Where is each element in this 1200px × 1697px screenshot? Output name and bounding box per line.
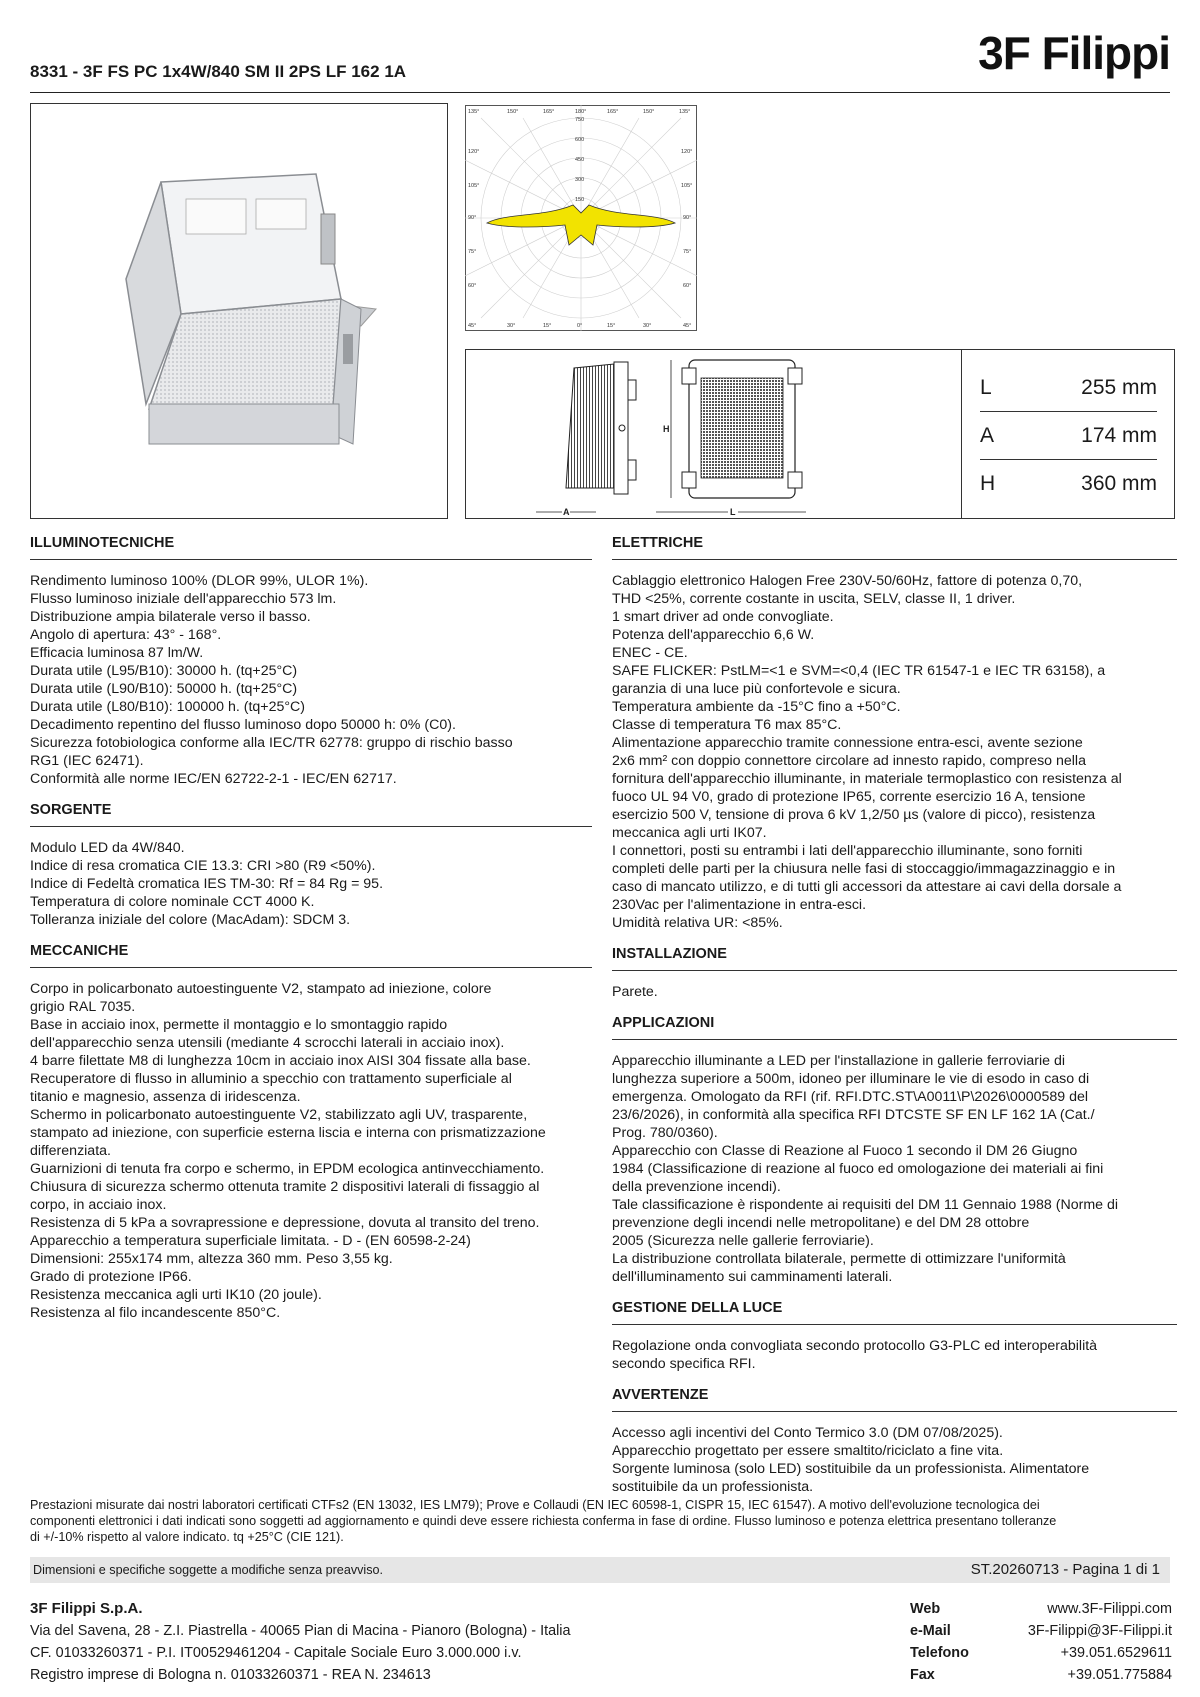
section-body bbox=[612, 983, 1177, 1001]
dimension-label-a: A bbox=[563, 507, 570, 517]
polar-angle-label: 45° bbox=[468, 323, 477, 329]
polar-angle-label: 105° bbox=[681, 183, 693, 189]
text-line: emergenza. Omologato da RFI (rif. RFI.DTC.ST\A0011\P\2026\0000589 del bbox=[612, 1089, 1089, 1105]
page-title: 8331 - 3F FS PC 1x4W/840 SM II 2PS LF 162 1A bbox=[30, 62, 407, 81]
text-line: Umidità relativa UR: <85%. bbox=[612, 915, 783, 931]
text-line: di +/-10% rispetto al valore indicato. tq +25°C (CIE 121). bbox=[30, 1530, 344, 1544]
section-avvertenze bbox=[612, 1387, 1177, 1496]
text-line: corpo, in acciaio inox. bbox=[30, 1197, 167, 1213]
section-body bbox=[612, 1424, 1177, 1496]
text-line: Temperatura ambiente da -15°C fino a +50°C. bbox=[612, 699, 901, 715]
text-line: Parete. bbox=[612, 984, 658, 1000]
text-line: Distribuzione ampia bilaterale verso il basso. bbox=[30, 609, 311, 625]
text-line: Chiusura di sicurezza schermo ottenuta tramite 2 dispositivi laterali di fissaggio al bbox=[30, 1179, 540, 1195]
company-fiscal: CF. 01033260371 - P.I. IT00529461204 - Capitale Sociale Euro 3.000.000 i.v. bbox=[30, 1645, 522, 1661]
text-line: completi delle parti per la chiusura nelle fasi di stoccaggio/immagazzinaggio e in bbox=[612, 861, 1116, 877]
polar-angle-label: 165° bbox=[607, 109, 619, 115]
text-line: Resistenza al filo incandescente 850°C. bbox=[30, 1305, 281, 1321]
text-line: Rendimento luminoso 100% (DLOR 99%, ULOR 1%). bbox=[30, 573, 369, 589]
polar-angle-label: 180° bbox=[575, 109, 587, 115]
left-column bbox=[30, 535, 592, 1336]
text-line: Cablaggio elettronico Halogen Free 230V-50/60Hz, fattore di potenza 0,70, bbox=[612, 573, 1083, 589]
text-line: Classe di temperatura T6 max 85°C. bbox=[612, 717, 842, 733]
text-line: Grado di protezione IP66. bbox=[30, 1269, 192, 1285]
text-line: Resistenza meccanica agli urti IK10 (20 joule). bbox=[30, 1287, 322, 1303]
text-line: RG1 (IEC 62471). bbox=[30, 753, 144, 769]
text-line: dell'illuminamento sui camminamenti laterali. bbox=[612, 1269, 893, 1285]
company-info bbox=[30, 1598, 570, 1686]
product-photo bbox=[30, 103, 448, 519]
dimension-value: 174 mm bbox=[1081, 424, 1157, 447]
text-line: 2005 (Sicurezza nelle gallerie ferroviarie). bbox=[612, 1233, 874, 1249]
contacts bbox=[910, 1598, 1172, 1686]
right-column bbox=[612, 535, 1177, 1510]
dimension-row bbox=[980, 364, 1157, 412]
text-line: Conformità alle norme IEC/EN 62722-2-1 - IEC/EN 62717. bbox=[30, 771, 397, 787]
contact-phone-value: +39.051.6529611 bbox=[1060, 1645, 1172, 1661]
company-address: Via del Savena, 28 - Z.I. Piastrella - 40065 Pian di Macina - Pianoro (Bologna) - Italia bbox=[30, 1623, 571, 1639]
section-body bbox=[612, 1052, 1177, 1286]
text-line: Regolazione onda convogliata secondo protocollo G3-PLC ed interoperabilità bbox=[612, 1338, 1098, 1354]
text-line: secondo specifica RFI. bbox=[612, 1356, 756, 1372]
brand-logo: 3F Filippi bbox=[978, 27, 1170, 79]
text-line: Sicurezza fotobiologica conforme alla IEC/TR 62778: gruppo di rischio basso bbox=[30, 735, 513, 751]
header-divider bbox=[30, 92, 1170, 93]
text-line: 23/6/2026), in conformità alla specifica RFI DTCSTE SF EN LF 162 1A (Cat./ bbox=[612, 1107, 1095, 1123]
contact-key: Fax bbox=[910, 1667, 935, 1683]
text-line: SAFE FLICKER: PstLM=<1 e SVM=<0,4 (IEC TR 61547-1 e IEC TR 63158), a bbox=[612, 663, 1106, 679]
polar-radial-label: 750 bbox=[575, 117, 585, 123]
section-body bbox=[30, 839, 592, 929]
section-meccaniche bbox=[30, 943, 592, 1322]
text-line: Apparecchio illuminante a LED per l'installazione in gallerie ferroviarie di bbox=[612, 1053, 1066, 1069]
text-line: Accesso agli incentivi del Conto Termico 3.0 (DM 07/08/2025). bbox=[612, 1425, 1003, 1441]
polar-angle-label: 90° bbox=[683, 215, 692, 221]
text-line: meccanica agli urti IK07. bbox=[612, 825, 767, 841]
dimension-row bbox=[980, 460, 1157, 508]
text-line: fuoco UL 94 V0, grado di protezione IP65, corrente esercizio 16 A, tensione bbox=[612, 789, 1086, 805]
polar-angle-label: 165° bbox=[543, 109, 555, 115]
section-heading: INSTALLAZIONE bbox=[612, 946, 1177, 971]
polar-angle-label: 150° bbox=[643, 109, 655, 115]
front-view bbox=[671, 360, 802, 498]
text-line: Sorgente luminosa (solo LED) sostituibile da un professionista. Alimentatore bbox=[612, 1461, 1090, 1477]
text-line: Apparecchio a temperatura superficiale limitata. - D - (EN 60598-2-24) bbox=[30, 1233, 471, 1249]
text-line: garanzia di una luce più confortevole e sicura. bbox=[612, 681, 901, 697]
text-line: Potenza dell'apparecchio 6,6 W. bbox=[612, 627, 815, 643]
section-heading: SORGENTE bbox=[30, 802, 592, 827]
text-line: Modulo LED da 4W/840. bbox=[30, 840, 185, 856]
contact-phone bbox=[910, 1642, 1172, 1664]
section-elettriche bbox=[612, 535, 1177, 932]
polar-angle-label: 0° bbox=[577, 323, 583, 329]
dimension-label-l: L bbox=[730, 507, 736, 517]
luminaire-illustration bbox=[31, 104, 447, 518]
section-body bbox=[612, 572, 1177, 932]
text-line: della prevenzione incendi). bbox=[612, 1179, 781, 1195]
polar-angle-label: 15° bbox=[543, 323, 552, 329]
polar-radial-label: 150 bbox=[575, 197, 585, 203]
side-view bbox=[566, 362, 636, 494]
text-line: Durata utile (L90/B10): 50000 h. (tq+25°C) bbox=[30, 681, 298, 697]
text-line: fornitura dell'apparecchio illuminante, in materiale termoplastico con resistenza al bbox=[612, 771, 1122, 787]
polar-radial-label: 450 bbox=[575, 157, 585, 163]
text-line: Prestazioni misurate dai nostri laboratori certificati CTFs2 (EN 13032, IES LM79); Prove e Collaudi (EN IEC 60598-1, CISPR 15, IEC 61547). A motivo dell'evoluzione tecnologica dei bbox=[30, 1498, 1040, 1512]
polar-radial-label: 600 bbox=[575, 137, 585, 143]
text-line: Tale classificazione è rispondente ai requisiti del DM 11 Gennaio 1988 (Norme di bbox=[612, 1197, 1119, 1213]
text-line: Tolleranza iniziale del colore (MacAdam): SDCM 3. bbox=[30, 912, 351, 928]
section-heading: ELETTRICHE bbox=[612, 535, 1177, 560]
text-line: lunghezza superiore a 500m, idoneo per illuminare le vie di esodo in caso di bbox=[612, 1071, 1090, 1087]
polar-angle-label: 75° bbox=[468, 249, 477, 255]
dimension-row bbox=[980, 412, 1157, 460]
text-line: Dimensioni: 255x174 mm, altezza 360 mm. Peso 3,55 kg. bbox=[30, 1251, 393, 1267]
section-heading: ILLUMINOTECNICHE bbox=[30, 535, 592, 560]
text-line: stampato ad iniezione, con superficie esterna liscia e interna con prismatizzazione bbox=[30, 1125, 546, 1141]
dimensions-table bbox=[961, 350, 1175, 518]
document-id: ST.20260713 - Pagina 1 di 1 bbox=[970, 1561, 1160, 1578]
text-line: esercizio 500 V, tensione di prova 6 kV 1,2/50 µs (valore di picco), resistenza bbox=[612, 807, 1096, 823]
polar-angle-label: 120° bbox=[681, 149, 693, 155]
text-line: Durata utile (L95/B10): 30000 h. (tq+25°C) bbox=[30, 663, 298, 679]
polar-angle-label: 105° bbox=[468, 183, 480, 189]
section-body bbox=[612, 1337, 1177, 1373]
section-sorgente bbox=[30, 802, 592, 929]
section-illuminotecniche bbox=[30, 535, 592, 788]
contact-fax bbox=[910, 1664, 1172, 1686]
contact-key: e-Mail bbox=[910, 1623, 951, 1639]
contact-web-link[interactable]: www.3F-Filippi.com bbox=[1047, 1601, 1172, 1617]
text-line: grigio RAL 7035. bbox=[30, 999, 136, 1015]
text-line: differenziata. bbox=[30, 1143, 111, 1159]
section-body bbox=[30, 980, 592, 1322]
dimension-value: 360 mm bbox=[1081, 472, 1157, 495]
text-line: I connettori, posti su entrambi i lati dell'apparecchio illuminante, sono forniti bbox=[612, 843, 1083, 859]
text-line: titanio e magnesio, assenza di iridescenza. bbox=[30, 1089, 301, 1105]
dimension-label-h: H bbox=[663, 424, 670, 434]
polar-radial-label: 300 bbox=[575, 177, 585, 183]
text-line: dell'apparecchio senza utensili (mediante 4 scrocchi laterali in acciaio inox). bbox=[30, 1035, 505, 1051]
contact-email-link[interactable]: 3F-Filippi@3F-Filippi.it bbox=[1027, 1623, 1172, 1639]
text-line: caso di mancato utilizzo, e di tutti gli accessori da attestare ai cavi della dorsale a bbox=[612, 879, 1122, 895]
section-heading: AVVERTENZE bbox=[612, 1387, 1177, 1412]
text-line: Durata utile (L80/B10): 100000 h. (tq+25°C) bbox=[30, 699, 306, 715]
section-heading: GESTIONE DELLA LUCE bbox=[612, 1300, 1177, 1325]
dimension-value: 255 mm bbox=[1081, 376, 1157, 399]
section-body bbox=[30, 572, 592, 788]
text-line: Temperatura di colore nominale CCT 4000 K. bbox=[30, 894, 315, 910]
text-line: Flusso luminoso iniziale dell'apparecchio 573 lm. bbox=[30, 591, 337, 607]
text-line: 1984 (Classificazione di reazione al fuoco ed omologazione dei materiali ai fini bbox=[612, 1161, 1104, 1177]
text-line: Decadimento repentino del flusso luminoso dopo 50000 h: 0% (C0). bbox=[30, 717, 456, 733]
text-line: Alimentazione apparecchio tramite connessione entra-esci, avente sezione bbox=[612, 735, 1083, 751]
text-line: prevenzione degli incendi nelle metropolitane) e del DM 28 ottobre bbox=[612, 1215, 1030, 1231]
dimension-key: A bbox=[980, 424, 995, 447]
polar-angle-label: 90° bbox=[468, 215, 477, 221]
polar-angle-label: 120° bbox=[468, 149, 480, 155]
technical-drawing bbox=[466, 350, 961, 518]
polar-angle-label: 75° bbox=[683, 249, 692, 255]
polar-angle-label: 30° bbox=[507, 323, 516, 329]
text-line: Apparecchio con Classe di Reazione al Fuoco 1 secondo il DM 26 Giugno bbox=[612, 1143, 1078, 1159]
text-line: Base in acciaio inox, permette il montaggio e lo smontaggio rapido bbox=[30, 1017, 448, 1033]
contact-email bbox=[910, 1620, 1172, 1642]
dimension-key: H bbox=[980, 472, 996, 495]
text-line: Recuperatore di flusso in alluminio a specchio con trattamento superficiale al bbox=[30, 1071, 512, 1087]
section-applicazioni bbox=[612, 1015, 1177, 1286]
text-line: THD <25%, corrente costante in uscita, SELV, classe II, 1 driver. bbox=[612, 591, 1016, 607]
text-line: componenti elettronici i dati indicati sono soggetti ad aggiornamento e quindi deve essere richiesta conferma in fase di ordine. Flusso luminoso e potenza elettrica presentano tolleranze bbox=[30, 1514, 1057, 1528]
section-heading: MECCANICHE bbox=[30, 943, 592, 968]
text-line: Resistenza di 5 kPa a sovrapressione e depressione, dovuta al transito del treno. bbox=[30, 1215, 540, 1231]
company-registry: Registro imprese di Bologna n. 01033260371 - REA N. 234613 bbox=[30, 1667, 431, 1683]
text-line: Apparecchio progettato per essere smaltito/riciclato a fine vita. bbox=[612, 1443, 1004, 1459]
contact-key: Telefono bbox=[910, 1645, 969, 1661]
text-line: sostituibile da un professionista. bbox=[612, 1479, 814, 1495]
company-name: 3F Filippi S.p.A. bbox=[30, 1600, 143, 1617]
photometric-polar-diagram bbox=[465, 105, 697, 331]
polar-angle-label: 30° bbox=[643, 323, 652, 329]
text-line: 2x6 mm² con doppio connettore circolare ad innesto rapido, compreso nella bbox=[612, 753, 1086, 769]
polar-angle-label: 60° bbox=[468, 283, 477, 289]
contact-fax-value: +39.051.775884 bbox=[1067, 1667, 1172, 1683]
disclaimer-bar: Dimensioni e specifiche soggette a modifiche senza preavviso. bbox=[30, 1557, 1170, 1583]
polar-angle-label: 15° bbox=[607, 323, 616, 329]
contact-web bbox=[910, 1598, 1172, 1620]
text-line: Angolo di apertura: 43° - 168°. bbox=[30, 627, 222, 643]
section-heading: APPLICAZIONI bbox=[612, 1015, 1177, 1040]
dimension-key: L bbox=[980, 376, 992, 399]
text-line: Efficacia luminosa 87 lm/W. bbox=[30, 645, 204, 661]
polar-angle-label: 150° bbox=[507, 109, 519, 115]
polar-angle-label: 135° bbox=[468, 109, 480, 115]
dimensions-panel bbox=[465, 349, 1175, 519]
text-line: La distribuzione controllata bilaterale, permette di ottimizzare l'uniformità bbox=[612, 1251, 1066, 1267]
text-line: 1 smart driver ad onde convogliate. bbox=[612, 609, 834, 625]
text-line: Schermo in policarbonato autoestinguente V2, stabilizzato agli UV, trasparente, bbox=[30, 1107, 528, 1123]
text-line: Prog. 780/0360). bbox=[612, 1125, 718, 1141]
section-gestione-luce bbox=[612, 1300, 1177, 1373]
polar-angle-label: 60° bbox=[683, 283, 692, 289]
text-line: 4 barre filettate M8 di lunghezza 10cm in acciaio inox AISI 304 fissate alla base. bbox=[30, 1053, 531, 1069]
text-line: 230Vac per l'alimentazione in entra-esci. bbox=[612, 897, 867, 913]
contact-key: Web bbox=[910, 1601, 941, 1617]
text-line: Corpo in policarbonato autoestinguente V2, stampato ad iniezione, colore bbox=[30, 981, 492, 997]
text-line: Guarnizioni di tenuta fra corpo e schermo, in EPDM ecologica antinvecchiamento. bbox=[30, 1161, 545, 1177]
section-installazione bbox=[612, 946, 1177, 1001]
footnote bbox=[30, 1497, 1180, 1545]
polar-angle-label: 135° bbox=[679, 109, 691, 115]
text-line: ENEC - CE. bbox=[612, 645, 688, 661]
polar-angle-label: 45° bbox=[683, 323, 692, 329]
text-line: Indice di resa cromatica CIE 13.3: CRI >80 (R9 <50%). bbox=[30, 858, 376, 874]
text-line: Indice di Fedeltà cromatica IES TM-30: Rf = 84 Rg = 95. bbox=[30, 876, 384, 892]
